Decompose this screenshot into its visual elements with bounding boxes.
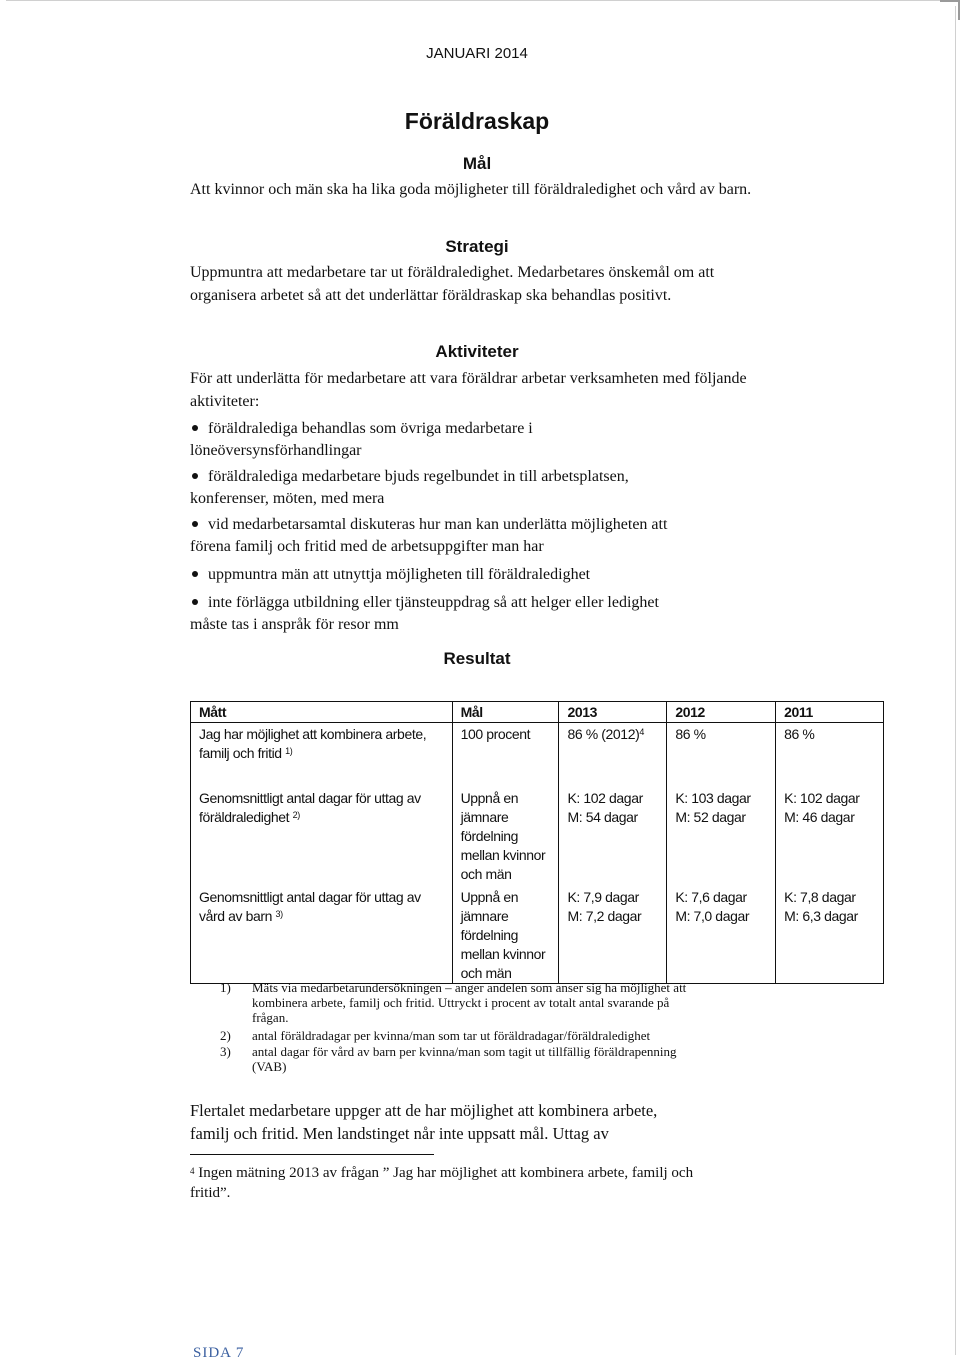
row-label-cont: familj och fritid (199, 745, 282, 761)
activity-item-1 (190, 418, 790, 462)
activity-text: föräldralediga behandlas som övriga medarbetare i (208, 420, 533, 437)
activity-text: vid medarbetarsamtal diskuteras hur man kan underlätta möjligheten att (208, 516, 668, 533)
activity-text: inte förlägga utbildning eller tjänsteuppdrag så att helger eller ledighet (208, 594, 659, 611)
footnote (190, 1163, 790, 1203)
activity-text-cont: måste tas i anspråk för resor mm (190, 616, 399, 633)
value-2011-k: K: 102 dagar (784, 790, 860, 806)
bullet-icon (192, 571, 198, 577)
note-line: kombinera arbete, familj och fritid. Uttryckt i procent av totalt antal svarande på (252, 995, 670, 1010)
goal-line: och män (460, 866, 512, 882)
value-2012-k: K: 103 dagar (675, 790, 751, 806)
col-header-2012: 2012 (667, 702, 776, 723)
heading-strategi: Strategi (445, 237, 509, 256)
goal-line: mellan kvinnor (460, 847, 546, 863)
note-number: 3) (220, 1044, 231, 1059)
footnote-number: 4 (190, 1166, 195, 1176)
page-title: Föräldraskap (404, 108, 550, 134)
table-note (220, 1044, 780, 1074)
bullet-icon (192, 521, 198, 527)
row-label-cont: föräldraledighet (199, 809, 290, 825)
closing-line: familj och fritid. Men landstinget når inte uppsatt mål. Uttag av (190, 1124, 609, 1143)
note-line: frågan. (252, 1010, 289, 1025)
footnote-text: Ingen mätning 2013 av frågan ” Jag har möjlighet att kombinera arbete, familj och (194, 1165, 694, 1181)
value-2013-k: K: 7,9 dagar (567, 889, 639, 905)
heading-aktiviteter: Aktiviteter (435, 342, 519, 361)
closing-paragraph (190, 1099, 810, 1145)
note-line: Mäts via medarbetarundersökningen – anger andelen som anser sig ha möjlighet att (252, 980, 687, 995)
bullet-icon (192, 599, 198, 605)
table-row (191, 787, 884, 886)
aktiviteter-intro: För att underlätta för medarbetare att vara föräldrar arbetar verksamheten med följande aktiviteter: (190, 370, 747, 410)
note-ref: 3) (275, 909, 283, 919)
goal-line: jämnare (460, 809, 509, 825)
footnote-text-cont: fritid”. (190, 1185, 231, 1201)
heading-resultat: Resultat (443, 649, 511, 668)
table-row (191, 723, 884, 788)
activity-text-cont: förena familj och fritid med de arbetsuppgifter man har (190, 538, 544, 555)
value-2011-m: M: 6,3 dagar (784, 908, 858, 924)
note-ref: 2) (292, 810, 300, 820)
table-note (220, 1028, 780, 1043)
value-2013: 86 % (2012) (567, 726, 640, 742)
table-row (191, 886, 884, 984)
note-line: antal dagar för vård av barn per kvinna/man som tagit ut tillfällig föräldrapenning (252, 1044, 677, 1059)
mal-text: Att kvinnor och män ska ha lika goda möjligheter till föräldraledighet och vård av barn. (190, 181, 752, 198)
page-frame-corner (940, 0, 960, 20)
activity-item-4 (190, 564, 790, 586)
table-notes (220, 980, 780, 1074)
value-2012-m: M: 52 dagar (675, 809, 746, 825)
activity-text: uppmuntra män att utnyttja möjligheten till föräldraledighet (208, 566, 591, 583)
note-number: 1) (220, 980, 231, 995)
activity-text-cont: löneöversynsförhandlingar (190, 442, 362, 459)
value-2011: 86 % (784, 726, 815, 742)
goal-line: mellan kvinnor (460, 946, 546, 962)
table-header-row (191, 702, 884, 723)
activity-item-3 (190, 514, 790, 558)
header-date: JANUARI 2014 (426, 45, 528, 62)
row-label-cont: vård av barn (199, 908, 273, 924)
closing-line: Flertalet medarbetare uppger att de har möjlighet att kombinera arbete, (190, 1101, 658, 1120)
note-line: (VAB) (252, 1059, 287, 1074)
goal-cell: 100 procent (460, 726, 531, 742)
table-note (220, 980, 780, 1025)
value-2011-m: M: 46 dagar (784, 809, 855, 825)
value-2012: 86 % (675, 726, 706, 742)
activity-text-cont: konferenser, möten, med mera (190, 490, 385, 507)
col-header-2011: 2011 (776, 702, 884, 723)
results-table (190, 701, 884, 984)
value-2012-m: M: 7,0 dagar (675, 908, 750, 924)
value-2012-k: K: 7,6 dagar (675, 889, 747, 905)
row-label: Genomsnittligt antal dagar för uttag av (199, 790, 421, 806)
footnote-divider (190, 1154, 434, 1155)
goal-line: fördelning (460, 927, 519, 943)
activity-text: föräldralediga medarbetare bjuds regelbundet in till arbetsplatsen, (208, 468, 629, 485)
page-frame-right (955, 6, 956, 1355)
note-number: 2) (220, 1028, 231, 1043)
bullet-icon (192, 425, 198, 431)
activity-item-2 (190, 466, 790, 510)
goal-line: och män (460, 965, 512, 981)
note-ref: 1) (285, 746, 293, 756)
note-line: antal föräldradagar per kvinna/man som tar ut föräldradagar/föräldraledighet (252, 1028, 651, 1043)
goal-line: fördelning (460, 828, 519, 844)
value-2013-m: M: 7,2 dagar (567, 908, 642, 924)
page-number: SIDA 7 (193, 1345, 245, 1361)
page-frame-top (6, 0, 948, 1)
goal-line: Uppnå en (460, 790, 519, 806)
strategi-text: Uppmuntra att medarbetare tar ut föräldraledighet. Medarbetares önskemål om att organisera arbetet så att det underlättar föräldraskap ska behandlas positivt. (190, 264, 715, 304)
col-header-2013: 2013 (559, 702, 667, 723)
activity-item-5 (190, 592, 790, 636)
row-label: Genomsnittligt antal dagar för uttag av (199, 889, 421, 905)
value-2013-k: K: 102 dagar (567, 790, 643, 806)
heading-mal: Mål (462, 154, 492, 173)
col-header-matt: Mått (191, 702, 453, 723)
row-label: Jag har möjlighet att kombinera arbete, (199, 726, 427, 742)
value-2011-k: K: 7,8 dagar (784, 889, 856, 905)
goal-line: jämnare (460, 908, 509, 924)
footnote-ref: 4 (639, 727, 644, 737)
goal-line: Uppnå en (460, 889, 519, 905)
col-header-mal: Mål (452, 702, 559, 723)
bullet-icon (192, 473, 198, 479)
value-2013-m: M: 54 dagar (567, 809, 638, 825)
